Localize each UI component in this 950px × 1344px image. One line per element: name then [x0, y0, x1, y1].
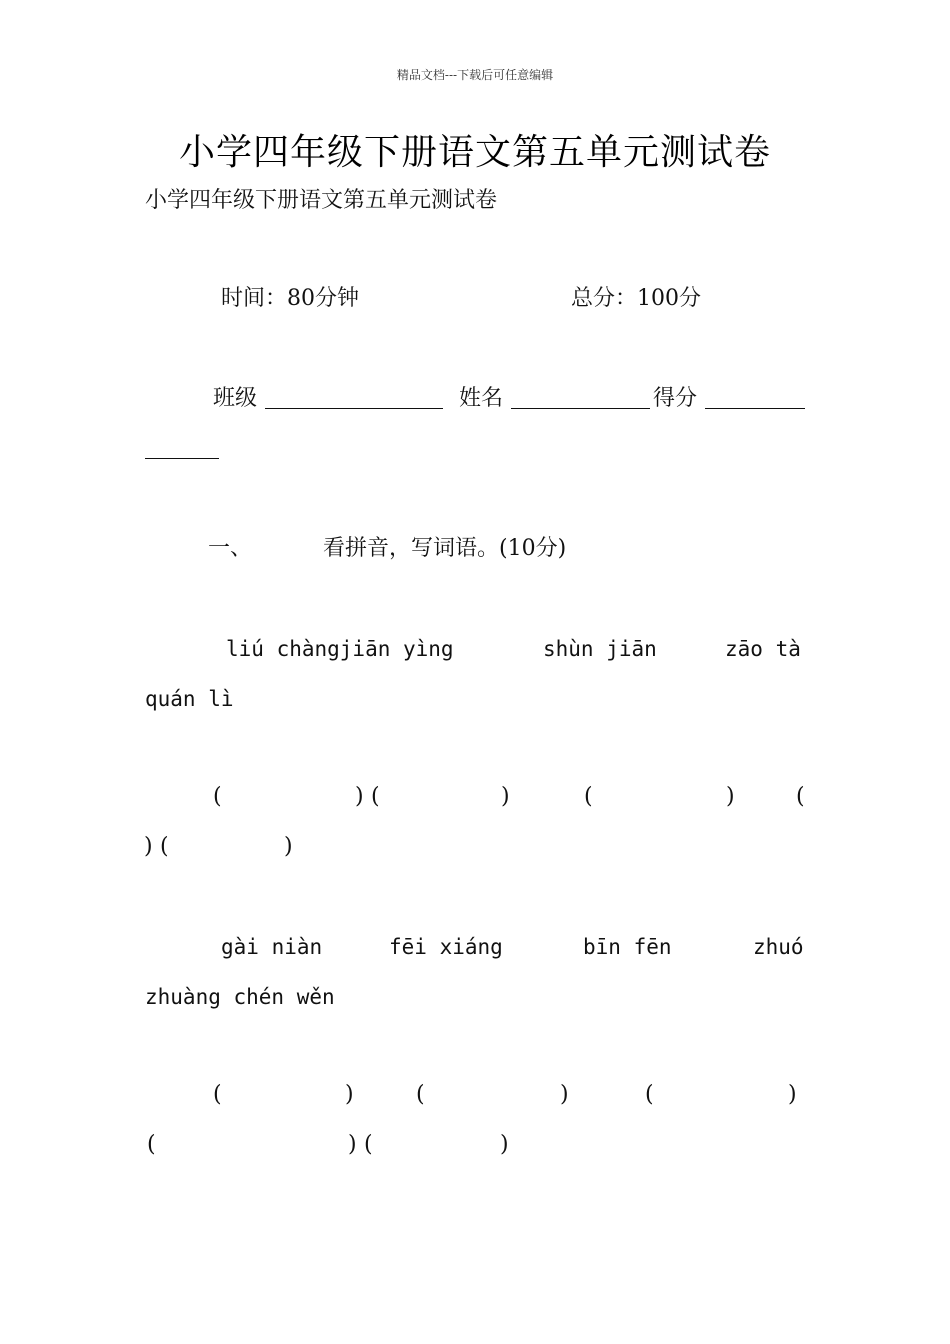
answer-paren-close: )	[501, 784, 510, 809]
pinyin-item: shùn jiān	[543, 637, 657, 661]
answer-paren-open: (	[796, 784, 805, 809]
answer-paren-close: )	[788, 1082, 797, 1107]
answer-paren-open: (	[213, 1082, 222, 1107]
score-blank[interactable]	[705, 384, 805, 410]
section-heading: 看拼音，写词语。(10分)	[323, 536, 567, 561]
exam-time: 时间：80分钟	[221, 286, 359, 311]
exam-total-score: 总分：100分	[571, 286, 701, 311]
answer-paren-open: (	[584, 784, 593, 809]
answer-paren-close: )	[560, 1082, 569, 1107]
header-note: 精品文档---下载后可任意编辑	[396, 68, 554, 82]
answer-paren-open: (	[364, 1132, 373, 1157]
name-label: 姓名	[459, 386, 504, 411]
answer-paren-open: (	[416, 1082, 425, 1107]
pinyin-item: quán lì	[145, 687, 234, 711]
pinyin-item: fēi xiáng	[389, 935, 503, 959]
pinyin-item: zhuó	[753, 935, 804, 959]
answer-paren-close: )	[500, 1132, 509, 1157]
answer-paren-close: )	[348, 1132, 357, 1157]
answer-paren-close: )	[726, 784, 735, 809]
answer-paren-close: )	[284, 834, 293, 859]
answer-paren-close: )	[345, 1082, 354, 1107]
answer-paren-open: (	[160, 834, 169, 859]
name-blank[interactable]	[511, 384, 650, 410]
pinyin-item: bīn fēn	[583, 935, 672, 959]
answer-paren-open: (	[147, 1132, 156, 1157]
answer-paren-open: (	[645, 1082, 654, 1107]
pinyin-item: liú chàngjiān yìng	[226, 637, 454, 661]
page-title: 小学四年级下册语文第五单元测试卷	[178, 132, 771, 173]
class-blank[interactable]	[265, 384, 443, 410]
answer-paren-open: (	[371, 784, 380, 809]
section-number: 一、	[208, 536, 253, 561]
answer-paren-close: )	[144, 834, 153, 859]
score-label: 得分	[653, 386, 698, 411]
pinyin-item: zhuàng chén wěn	[145, 985, 335, 1009]
page-subtitle: 小学四年级下册语文第五单元测试卷	[145, 188, 498, 213]
pinyin-item: gài niàn	[221, 935, 323, 959]
score-blank-continued[interactable]	[145, 434, 219, 460]
answer-paren-close: )	[355, 784, 364, 809]
pinyin-item: zāo tà	[725, 637, 801, 661]
class-label: 班级	[213, 386, 258, 411]
answer-paren-open: (	[213, 784, 222, 809]
